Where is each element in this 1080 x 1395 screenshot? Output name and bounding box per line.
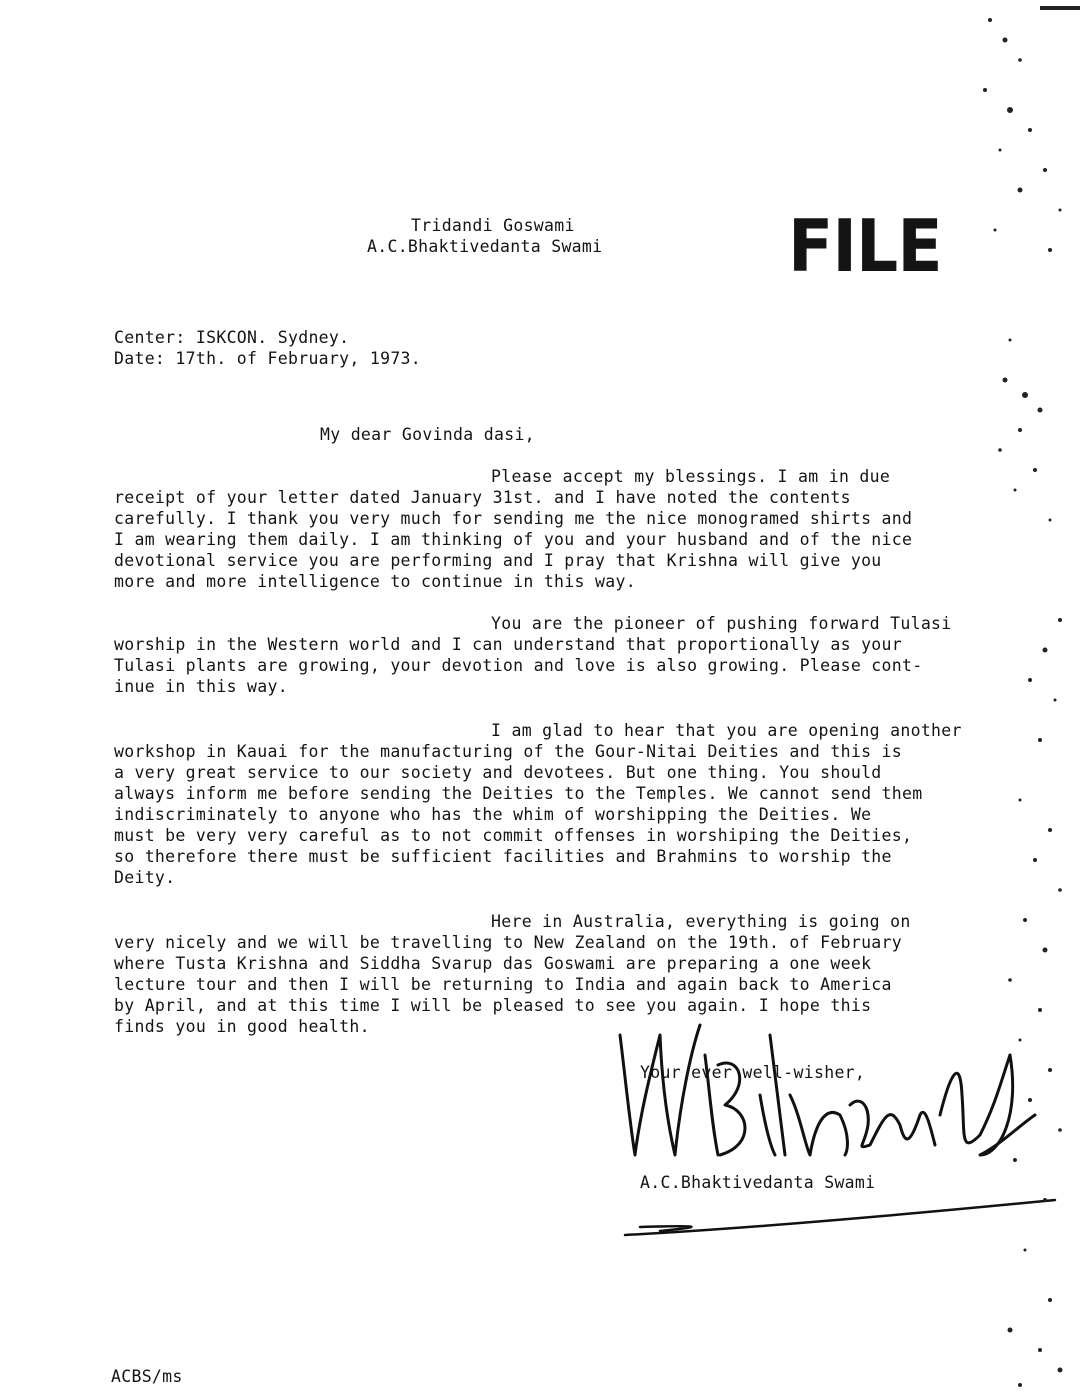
body-line: a very great service to our society and devotees. But one thing. You should	[114, 763, 882, 782]
body-line: devotional service you are performing and I pray that Krishna will give you	[114, 551, 882, 570]
body-line: always inform me before sending the Deities to the Temples. We cannot send them	[114, 784, 923, 803]
file-stamp: FILE	[788, 204, 942, 288]
body-line: Here in Australia, everything is going on	[491, 912, 911, 931]
body-line: worship in the Western world and I can understand that proportionally as your	[114, 635, 903, 654]
body-line: Please accept my blessings. I am in due	[491, 467, 891, 486]
body-line: so therefore there must be sufficient facilities and Brahmins to worship the	[114, 847, 892, 866]
body-line: very nicely and we will be travelling to New Zealand on the 19th. of February	[114, 933, 903, 952]
center-line: Center: ISKCON. Sydney.	[114, 328, 350, 347]
body-line: I am glad to hear that you are opening another	[491, 721, 962, 740]
letterhead-line2: A.C.Bhaktivedanta Swami	[367, 237, 603, 256]
scan-noise	[950, 0, 1080, 1395]
body-line: by April, and at this time I will be pleased to see you again. I hope this	[114, 996, 872, 1015]
closing: Your ever well-wisher,	[640, 1063, 866, 1082]
body-line: inue in this way.	[114, 677, 288, 696]
body-line: lecture tour and then I will be returning to India and again back to America	[114, 975, 892, 994]
body-line: more and more intelligence to continue in this way.	[114, 572, 636, 591]
footer-initials: ACBS/ms	[111, 1367, 183, 1386]
body-line: workshop in Kauai for the manufacturing of the Gour-Nitai Deities and this is	[114, 742, 903, 761]
body-line: must be very very careful as to not commit offenses in worshiping the Deities,	[114, 826, 913, 845]
body-line: receipt of your letter dated January 31st. and I have noted the contents	[114, 488, 851, 507]
body-line: finds you in good health.	[114, 1017, 370, 1036]
body-line: carefully. I thank you very much for sending me the nice monogramed shirts and	[114, 509, 913, 528]
signature-name: A.C.Bhaktivedanta Swami	[640, 1173, 876, 1192]
body-line: where Tusta Krishna and Siddha Svarup das Goswami are preparing a one week	[114, 954, 872, 973]
salutation: My dear Govinda dasi,	[320, 425, 535, 444]
body-line: Deity.	[114, 868, 176, 887]
body-line: indiscriminately to anyone who has the whim of worshipping the Deities. We	[114, 805, 872, 824]
body-line: Tulasi plants are growing, your devotion and love is also growing. Please cont-	[114, 656, 923, 675]
body-line: You are the pioneer of pushing forward Tulasi	[491, 614, 952, 633]
date-line: Date: 17th. of February, 1973.	[114, 349, 422, 368]
body-line: I am wearing them daily. I am thinking of you and your husband and of the nice	[114, 530, 913, 549]
letterhead-line1: Tridandi Goswami	[411, 216, 575, 235]
